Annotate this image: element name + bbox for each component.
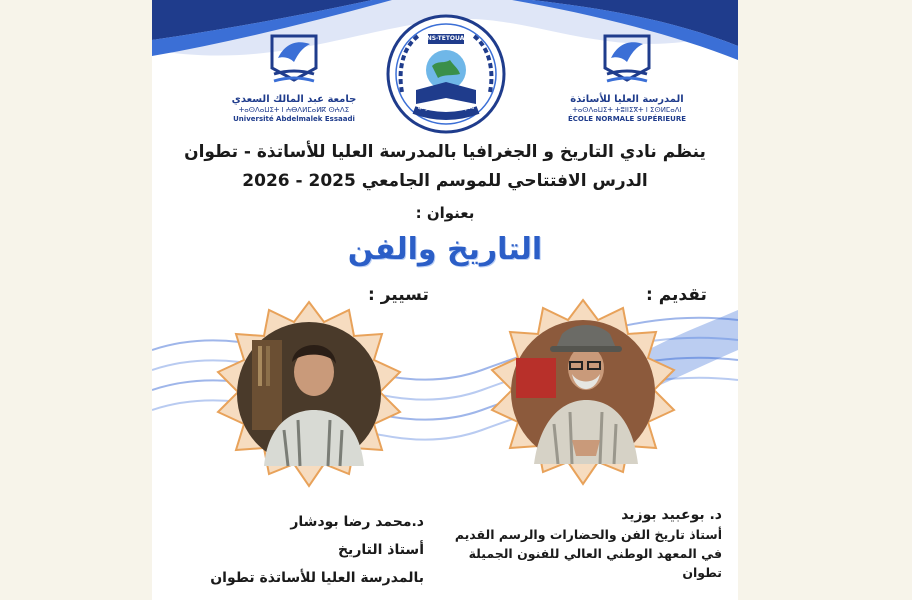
title-intro: بعنوان : [415, 204, 475, 222]
moderator-portrait [214, 300, 404, 490]
presenter-city: تطوان [682, 565, 722, 580]
moderator-title: أستاذ التاريخ [337, 542, 424, 558]
logo-tifinagh-name: ⵜⴰⵙⴷⴰⵡⵉⵜ ⵏ ⵄⴱⴷⵍⵎⴰⵍⴽ ⵙⵄⴷⵉ [238, 106, 350, 114]
dove-emblem-icon [597, 28, 657, 90]
organizer-line: ينظم نادي التاريخ و الجغرافيا بالمدرسة العليا للأساتذة - تطوان [184, 142, 706, 162]
logo-french-name: Université Abdelmalek Essaadi [233, 115, 355, 123]
presenter-name: د. بوعبيد بوزيد [621, 507, 722, 523]
presenter-affiliation: في المعهد الوطني العالي للفنون الجميلة [468, 546, 722, 561]
lecture-title: التاريخ والفن [347, 232, 543, 267]
university-logo [214, 28, 374, 124]
logo-french-name: ÉCOLE NORMALE SUPÉRIEURE [567, 115, 687, 123]
presenter-caption [452, 506, 722, 582]
ens-logo [552, 28, 702, 124]
presenter-title: أستاذ تاريخ الفن والحضارات والرسم القديم [454, 527, 722, 542]
logo-tifinagh-name: ⵜⴰⵙⴷⴰⵡⵉⵜ ⵜⵓⵏⵏⵉⴳⵜ ⵏ ⵉⵙⵍⵎⴰⴷⵏ [572, 106, 682, 114]
club-emblem-banner: ENS-TETOUAN [422, 35, 470, 42]
presentation-label: تقديم : [646, 285, 707, 305]
logo-arabic-name: جامعة عبد المالك السعدي [231, 94, 357, 105]
event-poster [152, 0, 738, 600]
club-emblem-icon [384, 12, 508, 136]
moderator-name: د.محمد رضا بودشار [290, 514, 424, 530]
moderation-label: تسيير : [368, 285, 429, 305]
moderator-affiliation: بالمدرسة العليا للأساتذة تطوان [210, 570, 424, 586]
dove-emblem-icon [264, 28, 324, 90]
moderator-caption [192, 508, 424, 592]
lecture-line: الدرس الافتتاحي للموسم الجامعي 2025 - 2026 [242, 171, 648, 191]
presenter-portrait [488, 298, 678, 488]
logo-arabic-name: المدرسة العليا للأساتذة [570, 94, 684, 105]
club-emblem-ribbon: نادي التاريخ و الجغرافيا [417, 104, 475, 111]
